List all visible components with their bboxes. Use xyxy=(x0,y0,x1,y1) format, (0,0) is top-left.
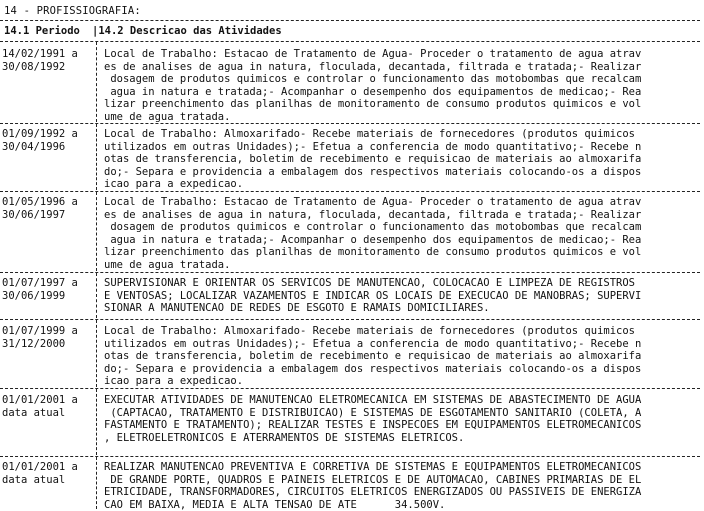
row-description: EXECUTAR ATIVIDADES DE MANUTENCAO ELETROMECANICA EM SISTEMAS DE ABASTECIMENTO DE AGUA (CAPTACAO, TRATAMENTO E DISTRIBUICAO) E SISTEMAS DE ESGOTAMENTO SANITARIO (COLETA, A FASTAMENTO E TRATAMENTO); REALIZAR TESTES E INSPECOES EM EQUIPAMENTOS ELETROMECANICOS , ELETROELETRONICOS E ATERRAMENTOS DE SISTEMAS ELETRICOS. xyxy=(104,394,642,444)
row-description: Local de Trabalho: Almoxarifado- Recebe materiais de fornecedores (produtos quimicos utilizados em outras Unidades);- Efetua a conferencia de modo quantitativo;- Recebe n otas de transferencia, boletim de recebimento e requisicao de materiais ao almoxarifa do;- Separa e providencia a embalagem dos respectivos materiais colocando-os a dispos icao para a expedicao. xyxy=(104,325,642,387)
description-column-header: |14.2 Descricao das Atividades xyxy=(92,25,282,37)
row-divider xyxy=(0,272,700,273)
row-divider xyxy=(0,123,700,124)
row-description: REALIZAR MANUTENCAO PREVENTIVA E CORRETIVA DE SISTEMAS E EQUIPAMENTOS ELETROMECANICOS DE GRANDE PORTE, QUADROS E PAINEIS ELETRICOS E DE AUTOMACAO, CABINES PRIMARIAS DE EL ETRICIDADE, TRANSFORMADORES, CIRCUITOS ELETRICOS ENERGIZADOS OU PASSIVEIS DE ENERGIZA CAO EM BAIXA, MEDIA E ALTA TENSAO DE ATE 34.500V. xyxy=(104,461,642,511)
row-description: Local de Trabalho: Almoxarifado- Recebe materiais de fornecedores (produtos quimicos utilizados em outras Unidades);- Efetua a conferencia de modo quantitativo;- Recebe n otas de transferencia, boletim de recebimento e requisicao de materiais ao almoxarifa do;- Separa e providencia a embalagem dos respectivos materiais colocando-os a dispos icao para a expedicao. xyxy=(104,128,642,190)
column-separator xyxy=(96,192,97,271)
row-divider xyxy=(0,319,700,320)
column-separator xyxy=(96,42,97,122)
row-period: 01/07/1999 a 31/12/2000 xyxy=(2,325,78,350)
column-separator xyxy=(96,389,97,455)
row-description: Local de Trabalho: Estacao de Tratamento de Agua- Proceder o tratamento de agua atrav es de analises de agua in natura, floculada, decantada, filtrada e tratada;- Realizar dosagem de produtos quimicos e controlar o funcionamento das motobombas que recalcam agua in natura e tratada;- Acompanhar o desempenho dos equipamentos de medicao;- Rea lizar preenchimento das planilhas de monitoramento de consumo produtos quimicos e vol ume de agua tratada. xyxy=(104,196,642,271)
row-divider xyxy=(0,456,700,457)
row-period: 01/01/2001 a data atual xyxy=(2,394,78,419)
row-period: 01/05/1996 a 30/06/1997 xyxy=(2,196,78,221)
column-separator xyxy=(96,457,97,509)
row-divider xyxy=(0,388,700,389)
row-period: 14/02/1991 a 30/08/1992 xyxy=(2,48,78,73)
row-period: 01/07/1997 a 30/06/1999 xyxy=(2,277,78,302)
row-divider xyxy=(0,191,700,192)
header-top-divider xyxy=(0,20,700,21)
header-bottom-divider xyxy=(0,41,700,42)
column-separator xyxy=(96,320,97,387)
row-description: Local de Trabalho: Estacao de Tratamento de Agua- Proceder o tratamento de agua atrav es de analises de agua in natura, floculada, decantada, filtrada e tratada;- Realizar dosagem de produtos quimicos e controlar o funcionamento das motobombas que recalcam agua in natura e tratada;- Acompanhar o desempenho dos equipamentos de medicao;- Rea lizar preenchimento das planilhas de monitoramento de consumo produtos quimicos e vol ume de agua tratada. xyxy=(104,48,642,123)
section-title: 14 - PROFISSIOGRAFIA: xyxy=(4,5,141,17)
row-description: SUPERVISIONAR E ORIENTAR OS SERVICOS DE MANUTENCAO, COLOCACAO E LIMPEZA DE REGISTROS E VENTOSAS; LOCALIZAR VAZAMENTOS E INDICAR OS LOCAIS DE EXECUCAO DE MANOBRAS; SUPERVI SIONAR A MANUTENCAO DE REDES DE ESGOTO E RAMAIS DOMICILIARES. xyxy=(104,277,642,314)
row-period: 01/09/1992 a 30/04/1996 xyxy=(2,128,78,153)
column-separator xyxy=(96,273,97,318)
period-column-header: 14.1 Periodo xyxy=(4,25,80,37)
row-period: 01/01/2001 a data atual xyxy=(2,461,78,486)
column-separator xyxy=(96,124,97,190)
